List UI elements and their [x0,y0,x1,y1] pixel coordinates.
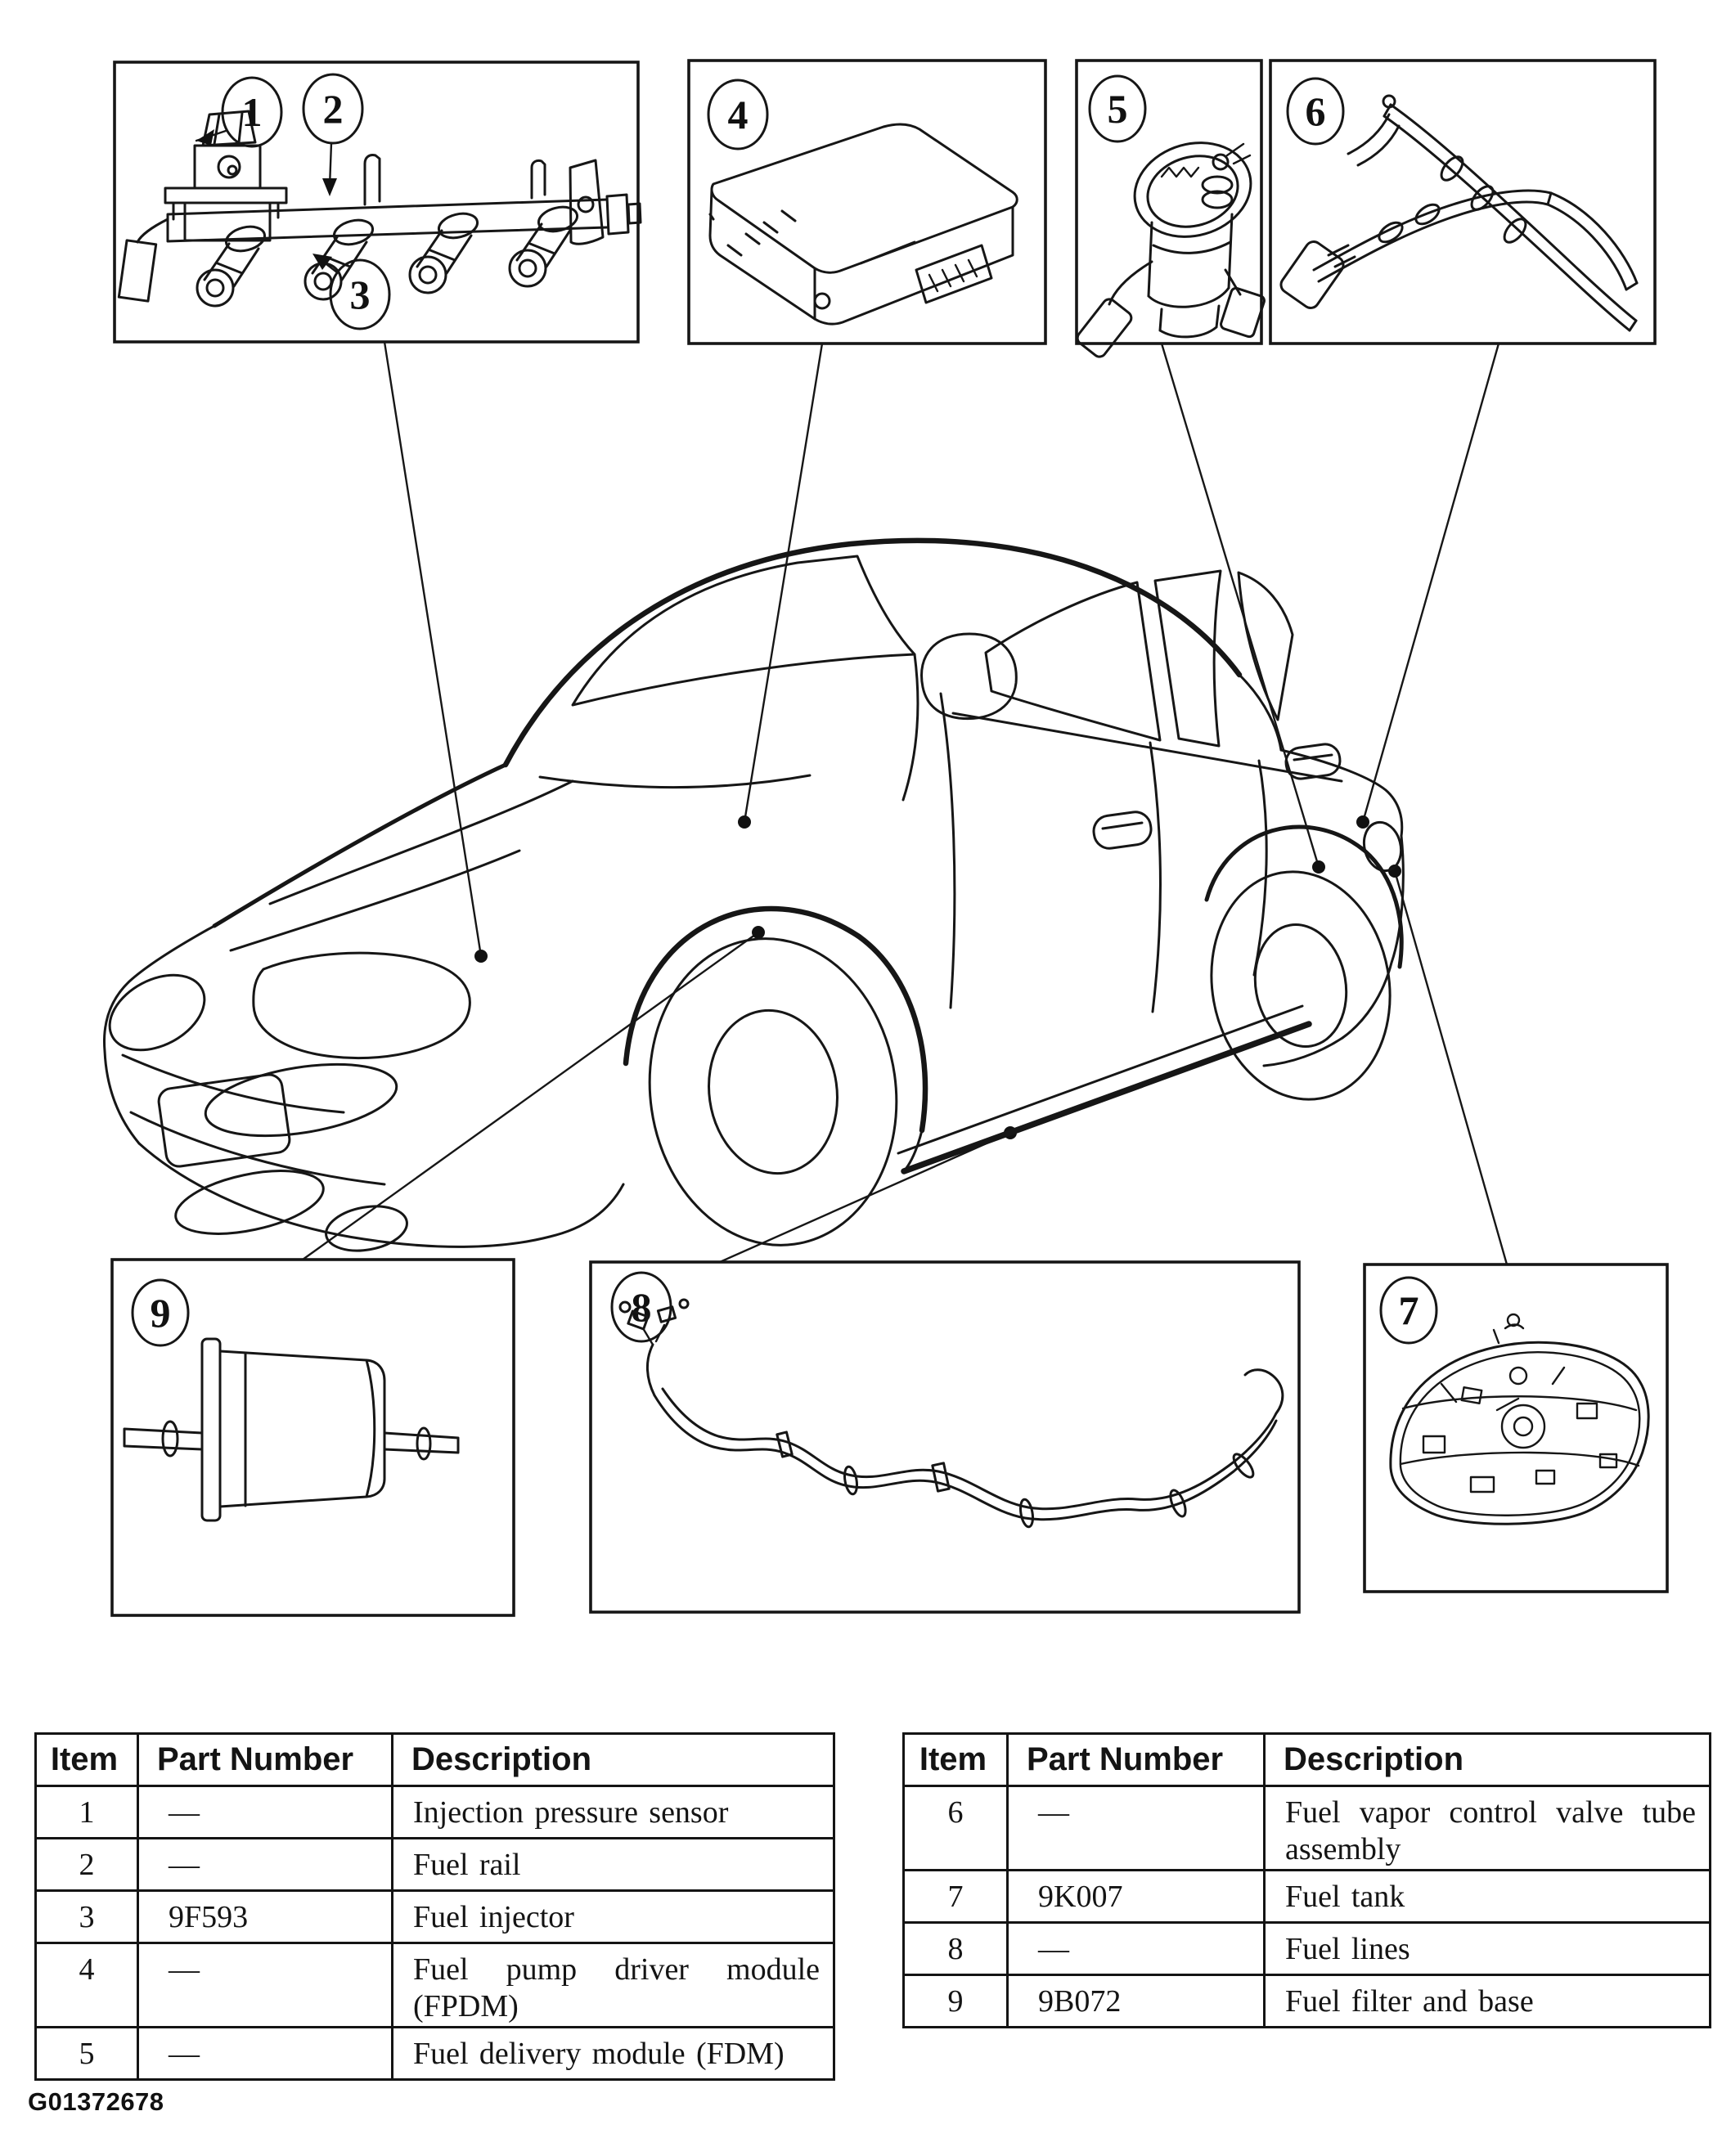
leader-lines [303,342,1507,1264]
table-row [904,1786,1711,1871]
description-cell: Fuel rail [393,1839,834,1891]
front-wheel-arch [626,909,925,1130]
table-row [36,1839,834,1891]
table-header-row [36,1734,834,1786]
item-cell: 4 [36,1943,138,2028]
description-cell: Fuel lines [1265,1922,1711,1974]
door-handle-front [1092,810,1153,850]
svg-text:7: 7 [1398,1287,1419,1333]
svg-text:1: 1 [241,89,263,135]
description-cell: Fuel pump driver module (FPDM) [393,1943,834,2028]
figure-id-code: G01372678 [28,2087,164,2116]
rear-door-window [1155,571,1221,746]
svg-text:5: 5 [1107,86,1128,132]
item-cell: 6 [904,1786,1008,1871]
fog-lamp [322,1201,411,1257]
headlight [254,953,470,1058]
table-header-row [904,1734,1711,1786]
table-row [904,1974,1711,2027]
svg-text:2: 2 [322,86,344,132]
description-cell: Fuel injector [393,1891,834,1943]
car-illustration [97,541,1407,1261]
description-cell: Fuel vapor control valve tube assembly [1265,1786,1711,1871]
item-cell: 1 [36,1786,138,1839]
column-header-description: Description [393,1734,834,1786]
part-number-cell: — [1008,1922,1265,1974]
description-cell: Fuel filter and base [1265,1974,1711,2027]
parts-table-left [34,1732,835,2081]
item-cell: 2 [36,1839,138,1891]
svg-text:3: 3 [349,272,371,317]
side-mirror [922,634,1017,719]
item-cell: 8 [904,1922,1008,1974]
table-row [36,1943,834,2028]
part-number-cell: — [138,1943,393,2028]
column-header-description: Description [1265,1734,1711,1786]
leader-dot-fdm [1312,860,1325,874]
part-box-fuel-lines [591,1262,1299,1612]
leader-dot-fuel-rail [474,950,488,963]
leader-dot-fuel-filter [752,926,765,939]
part-number-cell: 9F593 [138,1891,393,1943]
hood-edge [214,765,506,926]
column-header-item: Item [36,1734,138,1786]
item-cell: 9 [904,1974,1008,2027]
table-row [36,1891,834,1943]
quarter-window [1239,573,1293,720]
svg-text:9: 9 [150,1290,171,1336]
column-header-item: Item [904,1734,1008,1786]
column-header-part-number: Part Number [1008,1734,1265,1786]
front-door-window [986,582,1160,740]
windshield [573,556,915,705]
part-number-cell: — [138,2027,393,2079]
svg-text:6: 6 [1305,88,1326,134]
description-cell: Injection pressure sensor [393,1786,834,1839]
part-number-cell: 9K007 [1008,1870,1265,1922]
part-number-cell: — [1008,1786,1265,1871]
description-cell: Fuel tank [1265,1870,1711,1922]
rear-wheel [1194,857,1407,1113]
license-plate [157,1073,291,1168]
table-row [36,1786,834,1839]
rear-wheel-arch [1207,827,1401,967]
part-number-cell: 9B072 [1008,1974,1265,2027]
svg-text:8: 8 [631,1284,652,1330]
table-row [36,2027,834,2079]
rocker-panel [904,1024,1309,1171]
column-header-part-number: Part Number [138,1734,393,1786]
table-row [904,1870,1711,1922]
item-cell: 5 [36,2027,138,2079]
table-row [904,1922,1711,1974]
leader-dot-vapor-tube [1356,815,1369,829]
description-cell: Fuel delivery module (FDM) [393,2027,834,2079]
parts-table-right [902,1732,1711,2028]
item-cell: 7 [904,1870,1008,1922]
front-wheel-hub [699,1002,848,1182]
rear-wheel-hub [1246,918,1356,1054]
part-number-cell: — [138,1839,393,1891]
front-wheel [630,923,915,1261]
marker-lamp [97,960,217,1066]
part-number-cell: — [138,1786,393,1839]
item-cell: 3 [36,1891,138,1943]
leader-dot-fpdm [738,815,751,829]
svg-text:4: 4 [727,92,749,137]
grille [200,1053,402,1148]
